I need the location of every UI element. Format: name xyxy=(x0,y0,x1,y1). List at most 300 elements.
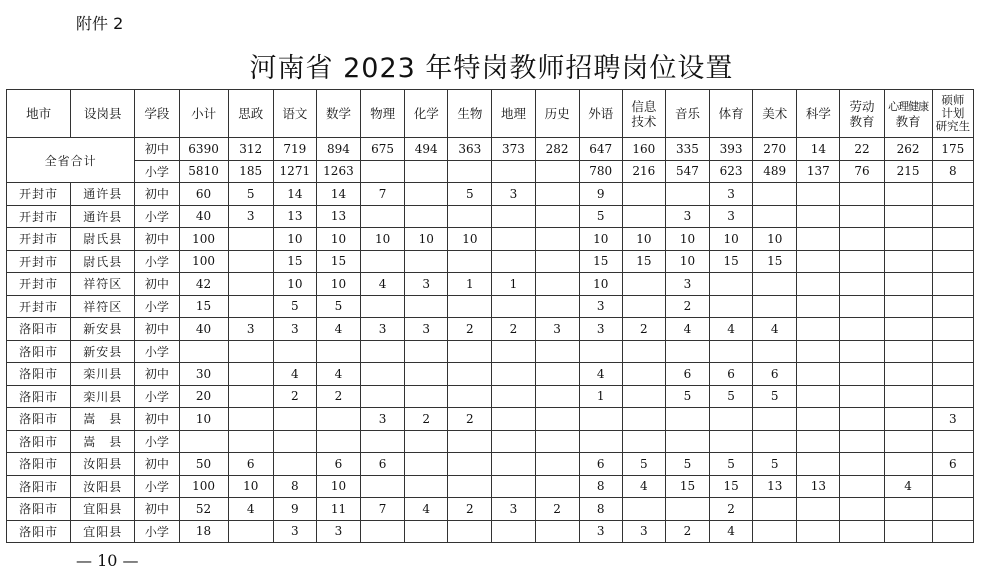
value-cell xyxy=(797,340,840,363)
value-cell xyxy=(710,340,753,363)
value-cell xyxy=(840,453,884,476)
county-cell: 尉氏县 xyxy=(71,250,135,273)
value-cell xyxy=(622,498,665,521)
column-header xyxy=(579,90,622,138)
value-cell: 5 xyxy=(448,183,492,206)
value-cell xyxy=(535,160,579,183)
stage-cell: 小学 xyxy=(135,385,179,408)
stage-cell: 小学 xyxy=(135,205,179,228)
value-cell xyxy=(535,250,579,273)
city-cell: 开封市 xyxy=(7,250,71,273)
value-cell xyxy=(797,453,840,476)
value-cell xyxy=(228,250,273,273)
value-cell xyxy=(622,363,665,386)
value-cell: 312 xyxy=(228,138,273,161)
value-cell xyxy=(361,385,405,408)
value-cell: 894 xyxy=(316,138,360,161)
table-row xyxy=(7,295,974,318)
county-cell: 通许县 xyxy=(71,205,135,228)
value-cell: 76 xyxy=(840,160,884,183)
value-cell: 780 xyxy=(579,160,622,183)
value-cell: 2 xyxy=(535,498,579,521)
value-cell xyxy=(448,250,492,273)
column-header-line: 硕师 xyxy=(941,93,965,107)
value-cell: 14 xyxy=(797,138,840,161)
value-cell: 100 xyxy=(179,228,228,251)
city-cell: 洛阳市 xyxy=(7,520,71,543)
value-cell xyxy=(535,340,579,363)
value-cell: 2 xyxy=(622,318,665,341)
value-cell xyxy=(840,183,884,206)
table-row xyxy=(7,273,974,296)
column-header-line: 外语 xyxy=(588,106,614,121)
value-cell: 7 xyxy=(361,183,405,206)
county-cell: 嵩 县 xyxy=(71,430,135,453)
value-cell xyxy=(448,430,492,453)
value-cell xyxy=(797,273,840,296)
value-cell xyxy=(932,498,973,521)
county-cell: 汝阳县 xyxy=(71,453,135,476)
value-cell: 3 xyxy=(228,318,273,341)
value-cell xyxy=(840,498,884,521)
value-cell: 15 xyxy=(179,295,228,318)
value-cell: 393 xyxy=(710,138,753,161)
value-cell xyxy=(448,295,492,318)
column-header-line: 心理健康 xyxy=(888,99,929,113)
value-cell xyxy=(753,183,797,206)
county-cell: 栾川县 xyxy=(71,385,135,408)
value-cell: 13 xyxy=(753,475,797,498)
value-cell: 50 xyxy=(179,453,228,476)
value-cell: 1271 xyxy=(273,160,316,183)
value-cell xyxy=(535,385,579,408)
value-cell: 11 xyxy=(316,498,360,521)
value-cell: 3 xyxy=(710,183,753,206)
column-header-line: 物理 xyxy=(370,106,396,121)
value-cell xyxy=(535,363,579,386)
city-cell: 开封市 xyxy=(7,228,71,251)
stage-cell: 小学 xyxy=(135,430,179,453)
value-cell xyxy=(273,408,316,431)
value-cell: 3 xyxy=(361,318,405,341)
value-cell: 40 xyxy=(179,318,228,341)
value-cell: 8 xyxy=(932,160,973,183)
column-header xyxy=(492,90,535,138)
value-cell xyxy=(840,205,884,228)
value-cell: 10 xyxy=(710,228,753,251)
value-cell xyxy=(884,453,932,476)
column-header-line: 音乐 xyxy=(674,106,700,121)
column-header-line: 美术 xyxy=(762,106,788,121)
value-cell: 10 xyxy=(316,273,360,296)
value-cell xyxy=(710,273,753,296)
value-cell xyxy=(535,183,579,206)
value-cell xyxy=(228,295,273,318)
column-header xyxy=(884,90,932,138)
column-header-line: 地理 xyxy=(500,106,526,121)
value-cell: 20 xyxy=(179,385,228,408)
value-cell: 137 xyxy=(797,160,840,183)
column-header xyxy=(273,90,316,138)
value-cell: 13 xyxy=(316,205,360,228)
column-header-line: 信息 xyxy=(631,98,657,114)
value-cell: 6 xyxy=(316,453,360,476)
value-cell xyxy=(405,340,448,363)
value-cell: 10 xyxy=(273,228,316,251)
value-cell xyxy=(665,408,709,431)
value-cell xyxy=(884,318,932,341)
column-header-line: 化学 xyxy=(413,106,439,121)
value-cell: 3 xyxy=(273,520,316,543)
value-cell xyxy=(492,430,535,453)
value-cell xyxy=(361,475,405,498)
value-cell: 160 xyxy=(622,138,665,161)
stage-cell: 初中 xyxy=(135,138,179,161)
value-cell xyxy=(179,430,228,453)
value-cell: 15 xyxy=(710,475,753,498)
value-cell xyxy=(228,430,273,453)
value-cell: 6 xyxy=(579,453,622,476)
value-cell xyxy=(840,250,884,273)
table-row xyxy=(7,205,974,228)
value-cell xyxy=(448,520,492,543)
value-cell xyxy=(492,363,535,386)
total-label: 全省合计 xyxy=(7,138,135,183)
value-cell xyxy=(228,228,273,251)
table-row xyxy=(7,385,974,408)
value-cell xyxy=(405,295,448,318)
value-cell xyxy=(622,205,665,228)
value-cell xyxy=(753,273,797,296)
column-header xyxy=(753,90,797,138)
value-cell xyxy=(665,340,709,363)
value-cell: 5 xyxy=(579,205,622,228)
value-cell: 4 xyxy=(884,475,932,498)
value-cell: 5 xyxy=(753,385,797,408)
value-cell xyxy=(932,250,973,273)
value-cell xyxy=(797,430,840,453)
value-cell: 9 xyxy=(579,183,622,206)
value-cell: 60 xyxy=(179,183,228,206)
table-row xyxy=(7,363,974,386)
value-cell xyxy=(884,498,932,521)
value-cell xyxy=(932,295,973,318)
column-header-line: 思政 xyxy=(238,106,264,121)
value-cell: 4 xyxy=(579,363,622,386)
value-cell xyxy=(884,363,932,386)
value-cell: 3 xyxy=(405,273,448,296)
column-header xyxy=(535,90,579,138)
value-cell: 6 xyxy=(228,453,273,476)
value-cell: 215 xyxy=(884,160,932,183)
column-header xyxy=(179,90,228,138)
value-cell xyxy=(797,498,840,521)
value-cell xyxy=(448,475,492,498)
value-cell: 547 xyxy=(665,160,709,183)
value-cell xyxy=(448,363,492,386)
value-cell: 15 xyxy=(710,250,753,273)
value-cell xyxy=(492,160,535,183)
value-cell: 3 xyxy=(665,273,709,296)
value-cell xyxy=(622,183,665,206)
value-cell: 3 xyxy=(622,520,665,543)
value-cell: 5 xyxy=(710,385,753,408)
value-cell xyxy=(535,453,579,476)
value-cell xyxy=(492,295,535,318)
column-header xyxy=(797,90,840,138)
value-cell xyxy=(840,363,884,386)
value-cell: 10 xyxy=(579,273,622,296)
value-cell xyxy=(535,430,579,453)
value-cell: 373 xyxy=(492,138,535,161)
city-cell: 开封市 xyxy=(7,295,71,318)
value-cell xyxy=(840,475,884,498)
value-cell xyxy=(840,273,884,296)
value-cell: 3 xyxy=(579,520,622,543)
value-cell: 6 xyxy=(710,363,753,386)
value-cell: 3 xyxy=(273,318,316,341)
value-cell: 185 xyxy=(228,160,273,183)
county-cell: 祥符区 xyxy=(71,273,135,296)
value-cell: 2 xyxy=(710,498,753,521)
value-cell: 10 xyxy=(622,228,665,251)
value-cell: 5 xyxy=(228,183,273,206)
value-cell xyxy=(797,408,840,431)
value-cell: 4 xyxy=(665,318,709,341)
value-cell: 647 xyxy=(579,138,622,161)
value-cell xyxy=(665,430,709,453)
county-cell: 尉氏县 xyxy=(71,228,135,251)
value-cell: 6 xyxy=(665,363,709,386)
value-cell: 14 xyxy=(316,183,360,206)
value-cell: 3 xyxy=(710,205,753,228)
value-cell xyxy=(361,250,405,273)
column-header-line: 地市 xyxy=(26,106,52,121)
stage-cell: 初中 xyxy=(135,453,179,476)
value-cell: 1 xyxy=(448,273,492,296)
value-cell xyxy=(228,520,273,543)
value-cell xyxy=(753,520,797,543)
value-cell xyxy=(405,453,448,476)
column-header-line: 教育 xyxy=(849,113,875,129)
value-cell xyxy=(361,363,405,386)
value-cell: 675 xyxy=(361,138,405,161)
value-cell xyxy=(884,520,932,543)
value-cell xyxy=(753,205,797,228)
value-cell xyxy=(228,385,273,408)
value-cell: 10 xyxy=(665,228,709,251)
value-cell: 335 xyxy=(665,138,709,161)
value-cell xyxy=(884,408,932,431)
value-cell xyxy=(492,385,535,408)
column-header xyxy=(932,90,973,138)
stage-cell: 初中 xyxy=(135,408,179,431)
value-cell xyxy=(797,205,840,228)
value-cell xyxy=(448,385,492,408)
value-cell: 9 xyxy=(273,498,316,521)
value-cell: 2 xyxy=(448,408,492,431)
stage-cell: 小学 xyxy=(135,520,179,543)
value-cell xyxy=(535,205,579,228)
city-cell: 洛阳市 xyxy=(7,430,71,453)
table-row xyxy=(7,228,974,251)
value-cell xyxy=(405,160,448,183)
value-cell: 52 xyxy=(179,498,228,521)
value-cell xyxy=(884,228,932,251)
value-cell: 270 xyxy=(753,138,797,161)
positions-table xyxy=(6,89,974,543)
value-cell xyxy=(932,520,973,543)
value-cell xyxy=(710,430,753,453)
column-header xyxy=(71,90,135,138)
value-cell xyxy=(361,520,405,543)
value-cell xyxy=(932,228,973,251)
county-cell: 新安县 xyxy=(71,340,135,363)
value-cell: 5 xyxy=(665,453,709,476)
county-cell: 栾川县 xyxy=(71,363,135,386)
value-cell: 10 xyxy=(179,408,228,431)
value-cell xyxy=(273,340,316,363)
document-title: 河南省 2023 年特岗教师招聘岗位设置 xyxy=(249,53,734,84)
value-cell: 40 xyxy=(179,205,228,228)
city-cell: 洛阳市 xyxy=(7,498,71,521)
value-cell: 5 xyxy=(665,385,709,408)
value-cell xyxy=(405,430,448,453)
value-cell xyxy=(622,408,665,431)
value-cell: 6 xyxy=(753,363,797,386)
value-cell: 4 xyxy=(316,318,360,341)
value-cell: 2 xyxy=(492,318,535,341)
stage-cell: 小学 xyxy=(135,295,179,318)
value-cell: 30 xyxy=(179,363,228,386)
value-cell: 3 xyxy=(665,205,709,228)
value-cell xyxy=(405,475,448,498)
total-row xyxy=(7,138,974,161)
value-cell: 494 xyxy=(405,138,448,161)
value-cell: 5 xyxy=(622,453,665,476)
value-cell: 6 xyxy=(361,453,405,476)
value-cell xyxy=(840,295,884,318)
value-cell xyxy=(228,363,273,386)
value-cell: 14 xyxy=(273,183,316,206)
value-cell xyxy=(448,453,492,476)
value-cell xyxy=(448,205,492,228)
value-cell: 8 xyxy=(579,498,622,521)
value-cell xyxy=(492,475,535,498)
value-cell xyxy=(840,340,884,363)
column-header xyxy=(228,90,273,138)
value-cell xyxy=(579,340,622,363)
value-cell: 6 xyxy=(932,453,973,476)
column-header-line: 技术 xyxy=(631,113,657,129)
value-cell xyxy=(361,340,405,363)
value-cell: 13 xyxy=(273,205,316,228)
value-cell: 5 xyxy=(273,295,316,318)
value-cell xyxy=(932,273,973,296)
stage-cell: 初中 xyxy=(135,228,179,251)
county-cell: 祥符区 xyxy=(71,295,135,318)
value-cell xyxy=(228,408,273,431)
value-cell: 2 xyxy=(448,318,492,341)
value-cell xyxy=(535,408,579,431)
value-cell xyxy=(753,408,797,431)
value-cell: 3 xyxy=(535,318,579,341)
value-cell: 10 xyxy=(273,273,316,296)
value-cell: 4 xyxy=(273,363,316,386)
value-cell xyxy=(448,160,492,183)
value-cell: 2 xyxy=(316,385,360,408)
page-number: — 10 — xyxy=(76,551,139,570)
value-cell: 15 xyxy=(316,250,360,273)
value-cell xyxy=(884,205,932,228)
value-cell xyxy=(840,385,884,408)
county-cell: 宜阳县 xyxy=(71,520,135,543)
value-cell xyxy=(753,430,797,453)
value-cell: 15 xyxy=(665,475,709,498)
city-cell: 洛阳市 xyxy=(7,385,71,408)
value-cell xyxy=(840,318,884,341)
stage-cell: 初中 xyxy=(135,363,179,386)
value-cell: 4 xyxy=(316,363,360,386)
value-cell xyxy=(710,408,753,431)
value-cell xyxy=(884,183,932,206)
stage-cell: 初中 xyxy=(135,318,179,341)
value-cell xyxy=(405,250,448,273)
value-cell xyxy=(622,295,665,318)
column-header xyxy=(840,90,884,138)
value-cell: 15 xyxy=(273,250,316,273)
value-cell xyxy=(316,340,360,363)
value-cell: 3 xyxy=(492,498,535,521)
value-cell xyxy=(932,318,973,341)
value-cell: 4 xyxy=(228,498,273,521)
value-cell xyxy=(884,385,932,408)
stage-cell: 小学 xyxy=(135,475,179,498)
column-header xyxy=(710,90,753,138)
value-cell: 3 xyxy=(579,318,622,341)
value-cell xyxy=(932,183,973,206)
stage-cell: 初中 xyxy=(135,498,179,521)
value-cell: 100 xyxy=(179,475,228,498)
value-cell: 22 xyxy=(840,138,884,161)
column-header-line: 体育 xyxy=(718,106,744,121)
value-cell xyxy=(932,475,973,498)
value-cell xyxy=(665,183,709,206)
value-cell xyxy=(492,520,535,543)
table-row xyxy=(7,453,974,476)
value-cell: 100 xyxy=(179,250,228,273)
column-header-line: 教育 xyxy=(895,113,921,129)
value-cell xyxy=(797,520,840,543)
value-cell: 719 xyxy=(273,138,316,161)
value-cell xyxy=(316,408,360,431)
value-cell: 8 xyxy=(273,475,316,498)
value-cell: 10 xyxy=(448,228,492,251)
value-cell: 363 xyxy=(448,138,492,161)
value-cell xyxy=(797,228,840,251)
column-header-line: 设岗县 xyxy=(84,106,122,121)
value-cell: 3 xyxy=(492,183,535,206)
value-cell xyxy=(797,385,840,408)
column-header xyxy=(665,90,709,138)
table-body xyxy=(7,138,974,543)
attachment-label: 附件 2 xyxy=(76,14,124,33)
value-cell: 2 xyxy=(405,408,448,431)
value-cell xyxy=(932,205,973,228)
value-cell: 7 xyxy=(361,498,405,521)
value-cell xyxy=(797,295,840,318)
value-cell: 282 xyxy=(535,138,579,161)
